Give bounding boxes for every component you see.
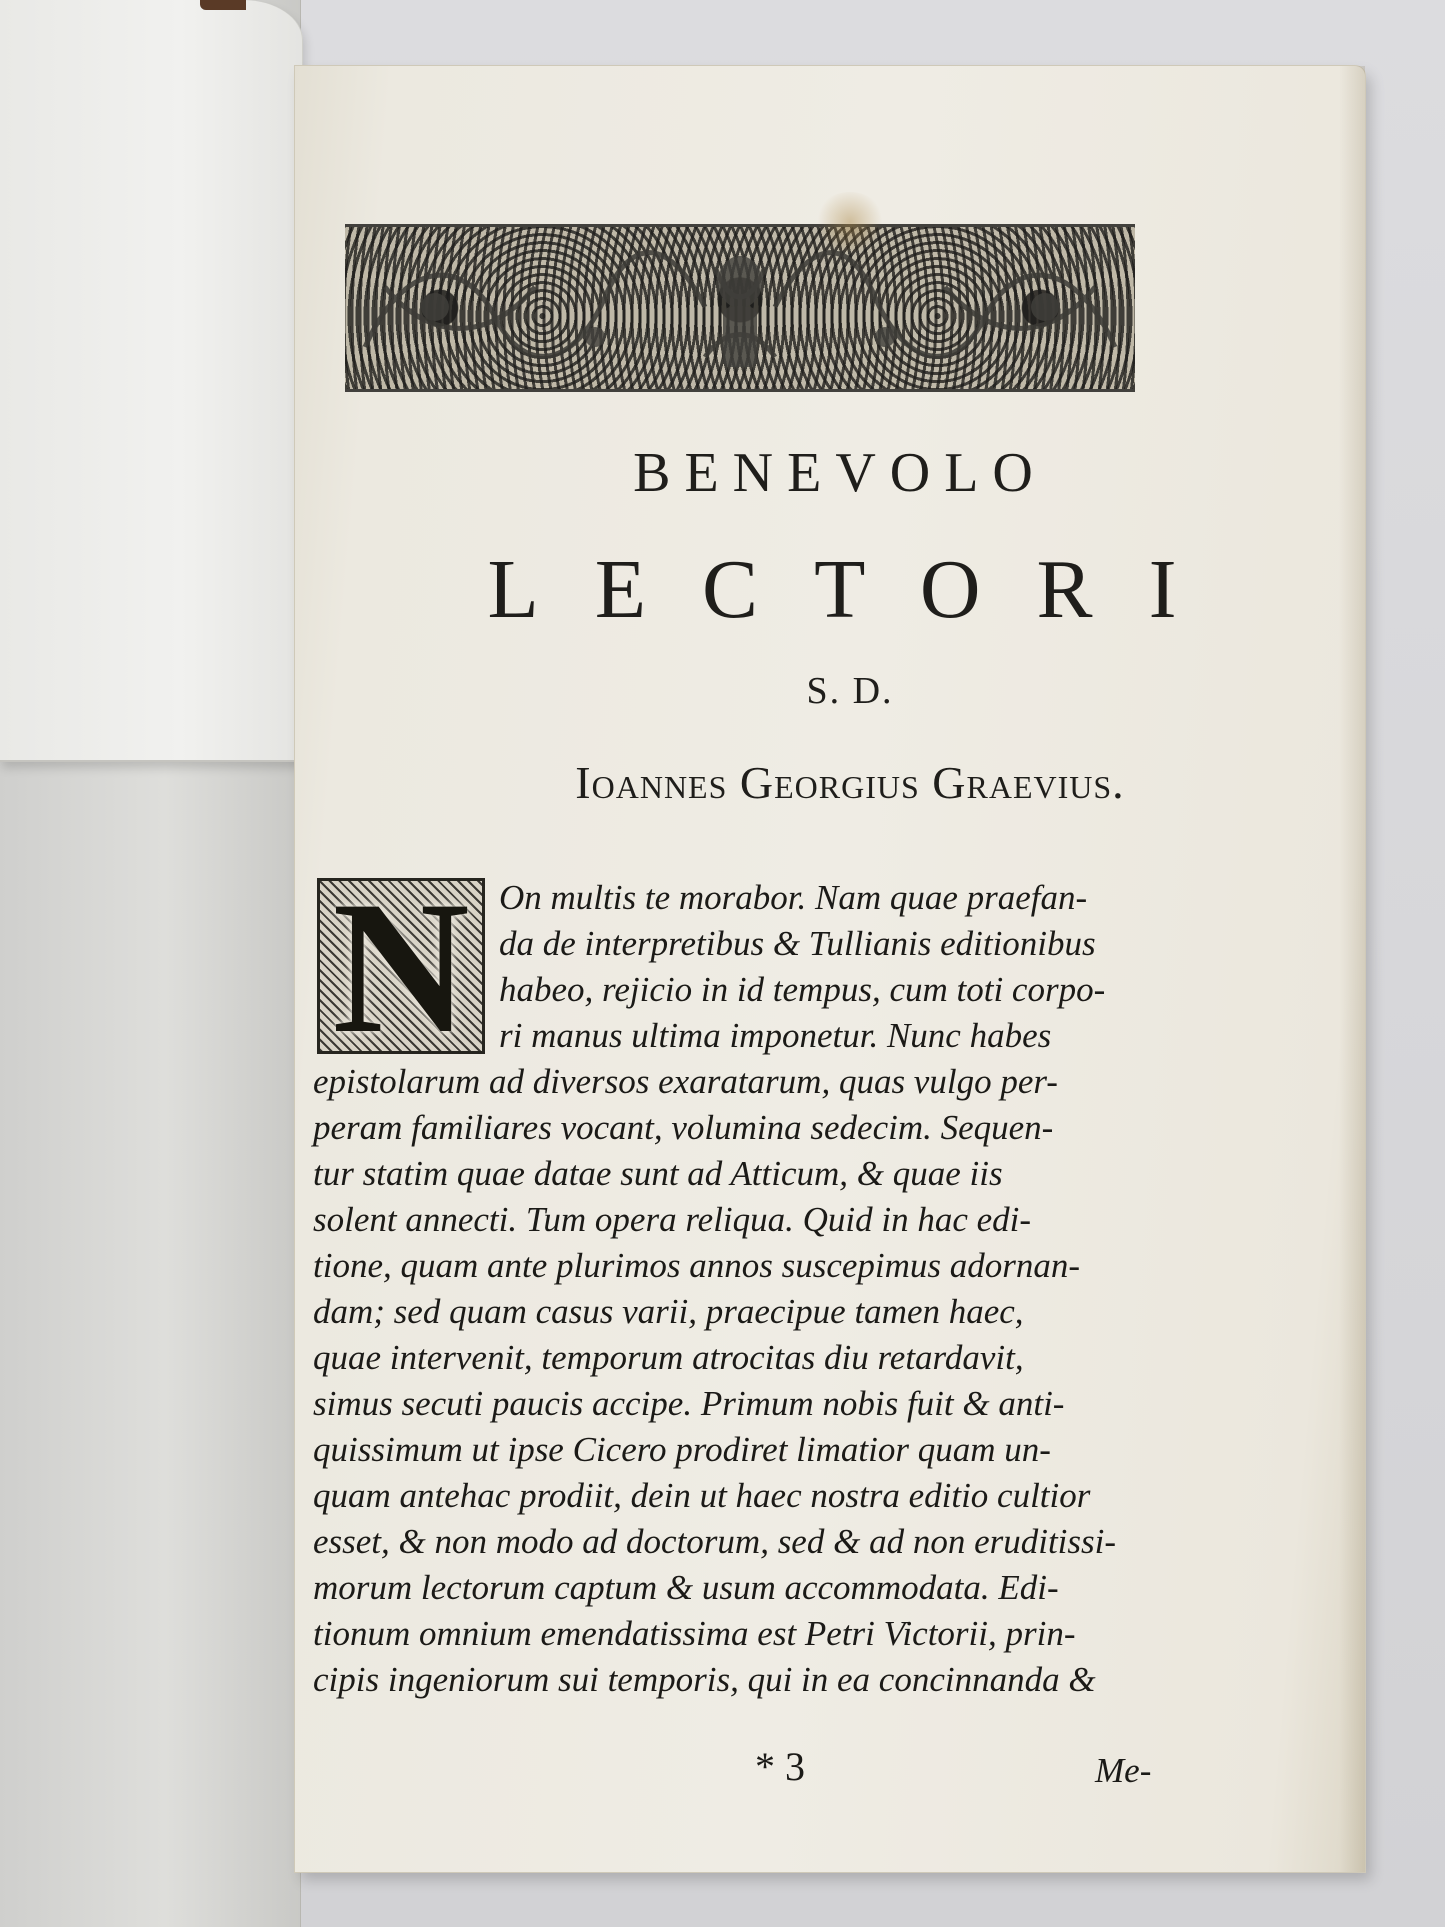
facing-page-flap: [0, 0, 303, 762]
catchword: Me-: [1095, 1751, 1152, 1790]
body-line: epistolarum ad diversos exaratarum, quas vulgo per-: [313, 1062, 1058, 1101]
body-line: tur statim quae datae sunt ad Atticum, & quae iis: [313, 1154, 1003, 1193]
foxing-stain: [815, 192, 885, 252]
body-line: esset, & non modo ad doctorum, sed & ad non eruditissi-: [313, 1522, 1117, 1561]
body-line: ri manus ultima imponetur. Nunc habes: [499, 1016, 1052, 1055]
body-line: quam antehac prodiit, dein ut haec nostra editio cultior: [313, 1476, 1091, 1515]
body-line: peram familiares vocant, volumina sedecim. Sequen-: [313, 1108, 1054, 1147]
body-line: da de interpretibus & Tullianis editionibus: [499, 924, 1096, 963]
author-line: Ioannes Georgius Graevius.: [575, 757, 1125, 808]
body-line: quissimum ut ipse Cicero prodiret limatior quam un-: [313, 1430, 1051, 1469]
book-page: [295, 66, 1365, 1872]
body-line: morum lectorum captum & usum accommodata. Edi-: [313, 1568, 1059, 1607]
binding-edge: [200, 0, 246, 10]
body-line: cipis ingeniorum sui temporis, qui in ea concinnanda &: [313, 1660, 1096, 1699]
body-line: solent annecti. Tum opera reliqua. Quid in hac edi-: [313, 1200, 1032, 1239]
body-line: dam; sed quam casus varii, praecipue tamen haec,: [313, 1292, 1024, 1331]
ornamental-headpiece: [345, 224, 1135, 392]
heading-line-2: LECTORI: [487, 543, 1233, 636]
body-line: simus secuti paucis accipe. Primum nobis fuit & anti-: [313, 1384, 1065, 1423]
body-line: habeo, rejicio in id tempus, cum toti corpo-: [499, 970, 1106, 1009]
heading-line-1: BENEVOLO: [633, 442, 1047, 504]
heading-line-3: S. D.: [806, 670, 894, 712]
body-line: On multis te morabor. Nam quae praefan-: [499, 878, 1088, 917]
body-line: tione, quam ante plurimos annos suscepimus adornan-: [313, 1246, 1081, 1285]
body-line: tionum omnium emendatissima est Petri Victorii, prin-: [313, 1614, 1076, 1653]
signature-mark: * 3: [755, 1744, 805, 1789]
body-line: quae intervenit, temporum atrocitas diu retardavit,: [313, 1338, 1024, 1377]
drop-cap: [317, 863, 485, 1073]
drop-cap-letter: N: [332, 863, 470, 1073]
